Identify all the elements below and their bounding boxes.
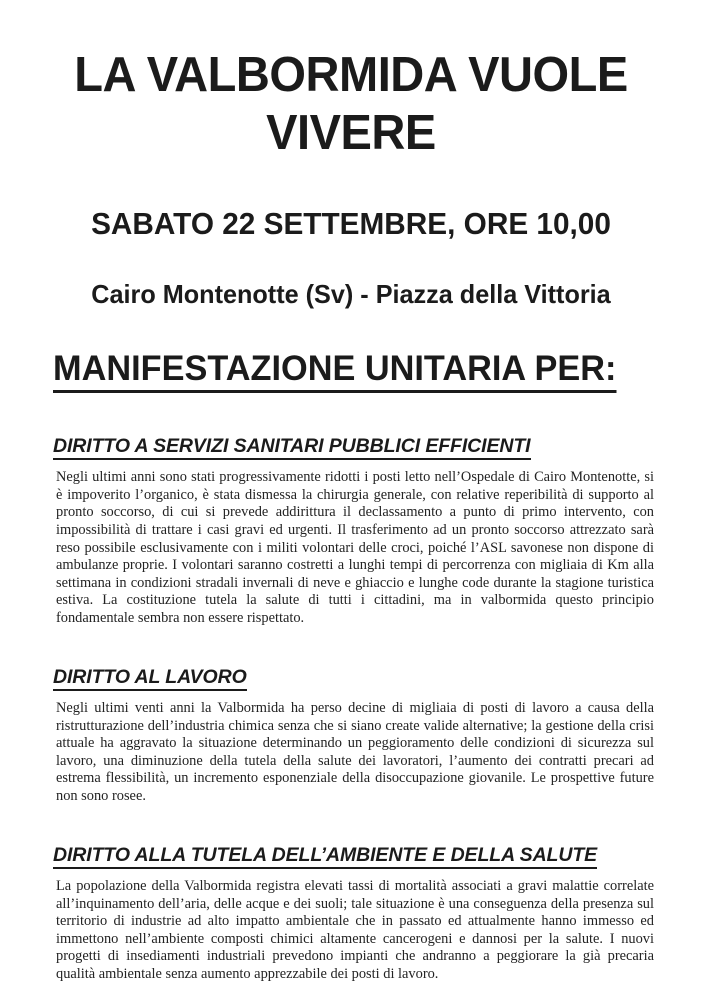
section-diritto-al-lavoro [53, 666, 654, 806]
section-title: DIRITTO A SERVIZI SANITARI PUBBLICI EFFICIENTI [53, 435, 531, 460]
event-date-time: SABATO 22 SETTEMBRE, ORE 10,00 [91, 205, 611, 241]
section-body: Negli ultimi anni sono stati progressivamente ridotti i posti letto nell’Ospedale di Cairo Montenotte, si è impoverito l’organico, è stata dismessa la chirurgia generale, con relative reperibilità di supporto al pronto soccorso, di cui si prevede addirittura il declassamento a punto di primo intervento, con impossibilità di trattare i casi gravi ed urgenti. Il trasferimento ad un pronto soccorso attrezzato sarà reso possibile esclusivamente con i militi volontari delle croci, poiché l’ASL savonese non dispone di ambulanze proprie. I volontari saranno costretti a lunghi tempi di percorrenza con migliaia di Km alla settimana in condizioni stradali invernali di neve e ghiaccio e lunghe code durante la stagione turistica estiva. La costituzione tutela la salute di tutti i cittadini, ma in valbormida questo principio fondamentale sembra non essere rispettato. [56, 469, 654, 626]
banner-heading: MANIFESTAZIONE UNITARIA PER: [53, 350, 616, 393]
section-title: DIRITTO AL LAVORO [53, 666, 247, 691]
banner-heading-wrap [53, 310, 702, 393]
poster-content [53, 435, 654, 984]
headline-line-1: LA VALBORMIDA VUOLE [74, 48, 628, 102]
headline-line-2: VIVERE [266, 105, 436, 160]
event-venue: Cairo Montenotte (Sv) - Piazza della Vittoria [91, 278, 611, 309]
section-diritto-servizi-sanitari [53, 435, 654, 628]
section-diritto-tutela-ambiente-salute [53, 844, 654, 984]
poster-headline [14, 0, 688, 163]
section-title: DIRITTO ALLA TUTELA DELL’AMBIENTE E DELLA SALUTE [53, 844, 597, 869]
section-body: Negli ultimi venti anni la Valbormida ha perso decine di migliaia di posti di lavoro a causa della ristrutturazione dell’industria chimica senza che si siano create valide alternative; la gestione della crisi attuale ha aggravato la situazione determinando un peggioramento delle condizioni di sicurezza sul lavoro, una diminuzione della tutela della salute dei lavoratori, l’aumento dei contratti precari ad estrema flessibilità, un incremento esponenziale della disoccupazione giovanile. Le prospettive future non sono rosee. [56, 699, 654, 804]
section-body: La popolazione della Valbormida registra elevati tassi di mortalità associati a gravi malattie correlate all’inquinamento dell’aria, delle acque e dei suoli; tale situazione è una conseguenza della presenza sul territorio di industrie ad alto impatto ambientale che in passato ed attualmente hanno immesso ed immettono nell’ambiente composti chimici altamente cancerogeni e dannosi per la salute. I nuovi progetti di insediamenti industriali prevedono impianti che andranno a peggiorare la già precaria qualità ambientale senza aumento apprezzabile dei posti di lavoro. [56, 877, 654, 982]
